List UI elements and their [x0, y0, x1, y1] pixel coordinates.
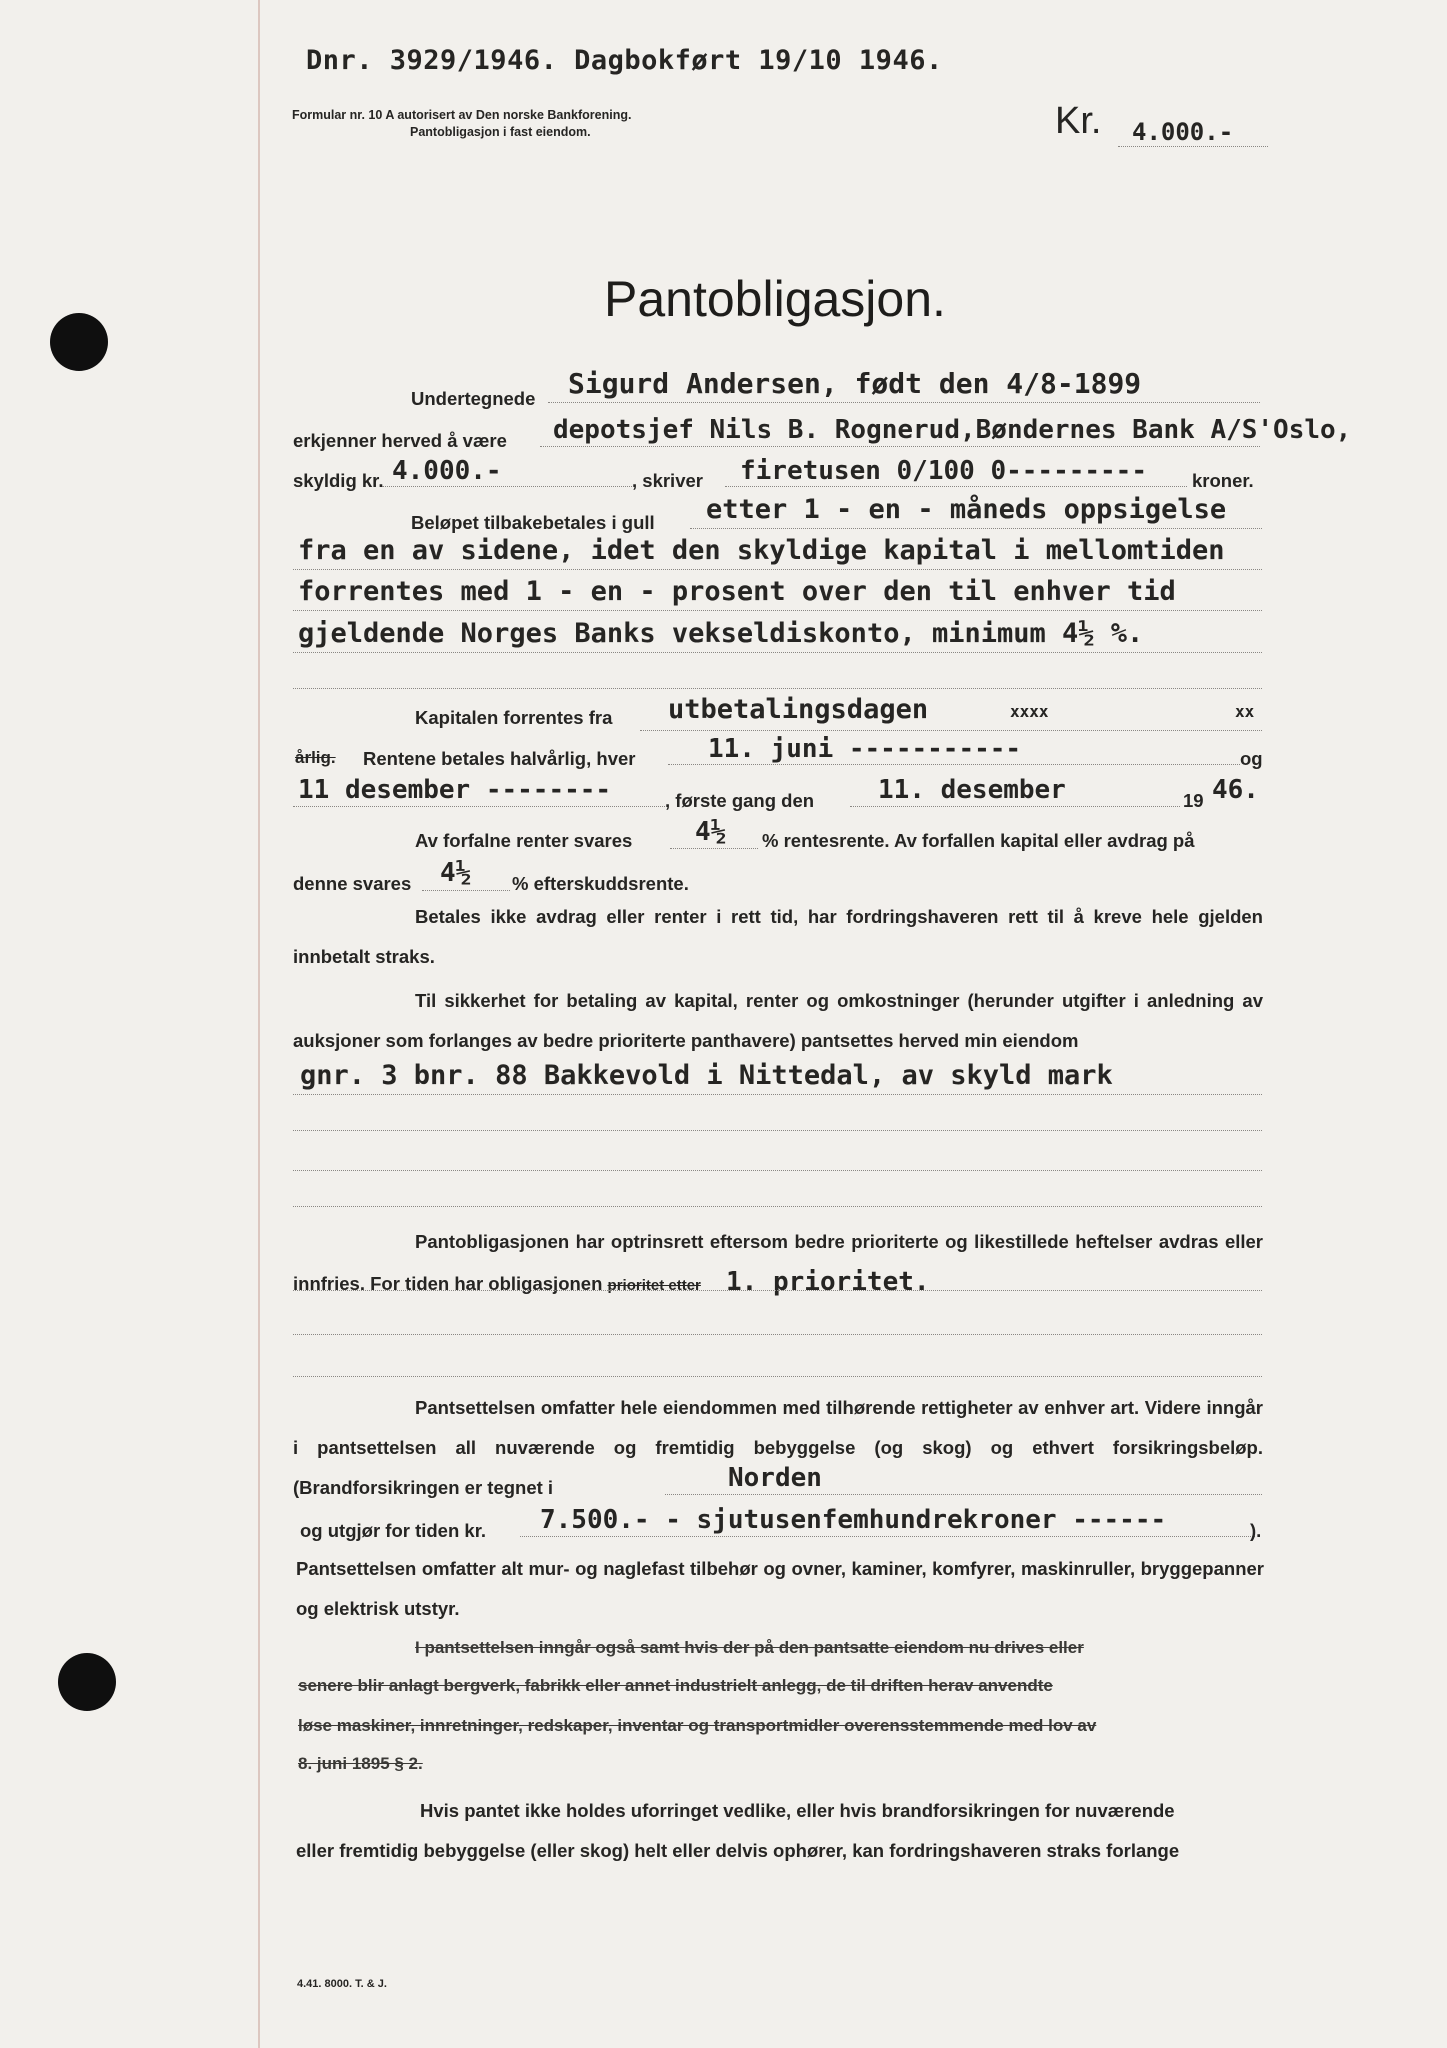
- rentene-label: Rentene betales halvårlig, hver: [363, 748, 636, 769]
- prioritet-rule-3: [293, 1376, 1262, 1377]
- belopet-rule-3: [293, 610, 1262, 611]
- hvis-line-2: eller fremtidig bebyggelse (eller skog) helt eller delvis ophører, kan fordringshaveren straks forlange: [296, 1840, 1180, 1861]
- forfalne-label: Av forfalne renter svares: [415, 830, 633, 851]
- belopet-line-1: etter 1 - en - måneds oppsigelse: [706, 494, 1227, 525]
- rentene-rule: [668, 764, 1240, 765]
- prioritet-rule-2: [293, 1334, 1262, 1335]
- erkjenner-value: depotsjef Nils B. Rognerud,Bøndernes Bank A/S'Oslo,: [553, 415, 1352, 445]
- prioritet-text: Pantobligasjonen har optrinsrett eftersom bedre prioriterte og likestillede heftelser avdras eller innfries. For tiden har obligasjonen: [293, 1231, 1263, 1294]
- kroner-label: kroner.: [1192, 470, 1254, 491]
- skriver-value: firetusen 0/100 0---------: [740, 456, 1147, 486]
- document-title: Pantobligasjon.: [604, 271, 946, 327]
- forste-rule: [850, 806, 1180, 807]
- utgjor-value: 7.500.- - sjutusenfemhundrekroner ------: [540, 1505, 1167, 1535]
- belopet-rule-4: [293, 652, 1262, 653]
- sikkerhet-paragraph: Til sikkerhet for betaling av kapital, renter og omkostninger (herunder utgifter i anledning av auksjoner som forlanges av bedre prioriterte panthavere) pantsettes herved min eiendom: [293, 990, 1263, 1051]
- formular-line-1: Formular nr. 10 A autorisert av Den norske Bankforening.: [292, 108, 632, 122]
- erkjenner-label: erkjenner herved å være: [293, 430, 507, 451]
- desember-value: 11 desember --------: [298, 775, 612, 805]
- year-prefix: 19: [1183, 790, 1204, 811]
- denne-rest: % efterskuddsrente.: [512, 873, 689, 894]
- belopet-line-2: fra en av sidene, idet den skyldige kapital i mellomtiden: [298, 535, 1225, 566]
- undertegnede-label: Undertegnede: [411, 388, 536, 409]
- amount-label: Kr.: [1055, 100, 1102, 142]
- denne-rule: [422, 890, 510, 891]
- utgjor-end: ).: [1250, 1520, 1262, 1541]
- eiendom-rule-2: [293, 1130, 1262, 1131]
- undertegnede-value: Sigurd Andersen, født den 4/8-1899: [568, 367, 1142, 400]
- document-number: Dnr. 3929/1946. Dagbokført 19/10 1946.: [306, 45, 943, 76]
- forfalne-rest: % rentesrente. Av forfallen kapital eller avdrag på: [762, 830, 1195, 851]
- desember-rule: [293, 806, 665, 807]
- kapitalen-strike-2: xx: [1235, 702, 1255, 721]
- belopet-rule-2: [293, 569, 1262, 570]
- undertegnede-rule: [548, 402, 1260, 403]
- struck-line-1: I pantsettelsen inngår også samt hvis der på den pantsatte eiendom nu drives eller: [415, 1638, 1084, 1657]
- skyldig-rule: [382, 486, 632, 487]
- prioritet-paragraph: [293, 1222, 1263, 1306]
- punch-hole-bottom: [58, 1653, 116, 1711]
- rentene-value: 11. juni -----------: [708, 734, 1022, 764]
- printer-mark: 4.41. 8000. T. & J.: [297, 1978, 387, 1990]
- rentene-prefix: årlig.: [295, 748, 336, 767]
- eiendom-rule-3: [293, 1170, 1262, 1171]
- year-value: 46.: [1212, 775, 1259, 805]
- struck-line-2: senere blir anlagt bergverk, fabrikk eller annet industrielt anlegg, de til driften herav anvendte: [298, 1676, 1053, 1695]
- belopet-line-4: gjeldende Norges Banks vekseldiskonto, minimum 4½ %.: [298, 618, 1144, 649]
- mur-paragraph: Pantsettelsen omfatter alt mur- og naglefast tilbehør og ovner, kaminer, komfyrer, maskinruller, bryggepanner og elektrisk utstyr.: [296, 1558, 1264, 1619]
- prioritet-rule-1: [293, 1290, 1262, 1291]
- utgjor-rule: [520, 1536, 1255, 1537]
- kapitalen-label: Kapitalen forrentes fra: [415, 707, 613, 728]
- belopet-rule-1: [690, 528, 1262, 529]
- amount-rule: [1118, 146, 1268, 147]
- kapitalen-rule: [640, 730, 1262, 731]
- belopet-rule-5: [293, 688, 1262, 689]
- forfalne-value: 4½: [695, 817, 727, 847]
- eiendom-rule-4: [293, 1206, 1262, 1207]
- brand-value: Norden: [728, 1463, 822, 1493]
- forste-value: 11. desember: [878, 775, 1066, 805]
- eiendom-value: gnr. 3 bnr. 88 Bakkevold i Nittedal, av skyld mark: [300, 1060, 1113, 1091]
- utgjor-label: og utgjør for tiden kr.: [300, 1520, 487, 1541]
- formular-line-2: Pantobligasjon i fast eiendom.: [410, 125, 591, 139]
- skriver-label: , skriver: [632, 470, 703, 491]
- belopet-line-3: forrentes med 1 - en - prosent over den til enhver tid: [298, 576, 1176, 607]
- og-label: og: [1240, 748, 1263, 769]
- forste-label: , første gang den: [665, 790, 815, 811]
- denne-value: 4½: [440, 858, 472, 888]
- prioritet-strike: prioritet etter: [607, 1277, 701, 1294]
- erkjenner-rule: [540, 446, 1260, 447]
- struck-line-4: 8. juni 1895 § 2.: [298, 1754, 423, 1773]
- prioritet-value: 1. prioritet.: [726, 1267, 930, 1297]
- skriver-rule: [725, 486, 1187, 487]
- kapitalen-strike-1: xxxx: [1010, 702, 1049, 721]
- struck-line-3: løse maskiner, innretninger, redskaper, inventar og transportmidler overensstemmende med lov av: [298, 1716, 1097, 1735]
- skyldig-label: skyldig kr.: [293, 470, 384, 491]
- betales-paragraph: Betales ikke avdrag eller renter i rett tid, har fordringshaveren rett til å kreve hele gjelden innbetalt straks.: [293, 906, 1263, 967]
- kapitalen-value: utbetalingsdagen: [668, 694, 929, 725]
- skyldig-value: 4.000.-: [392, 456, 502, 486]
- margin-line: [258, 0, 260, 2048]
- omfatter-paragraph: Pantsettelsen omfatter hele eiendommen med tilhørende rettigheter av enhver art. Videre inngår i pantsettelsen all nuværende og fremtidig bebyggelse (og skog) og ethvert forsikringsbeløp. (Brandforsikringen er tegnet i: [293, 1397, 1263, 1498]
- punch-hole-top: [50, 313, 108, 371]
- denne-label: denne svares: [293, 873, 412, 894]
- belopet-label: Beløpet tilbakebetales i gull: [411, 512, 655, 533]
- amount-value: 4.000.-: [1132, 118, 1234, 146]
- forfalne-rule: [670, 848, 758, 849]
- hvis-line-1: Hvis pantet ikke holdes uforringet vedlike, eller hvis brandforsikringen for nuværende: [420, 1800, 1175, 1821]
- eiendom-rule-1: [293, 1094, 1262, 1095]
- brand-rule: [665, 1494, 1262, 1495]
